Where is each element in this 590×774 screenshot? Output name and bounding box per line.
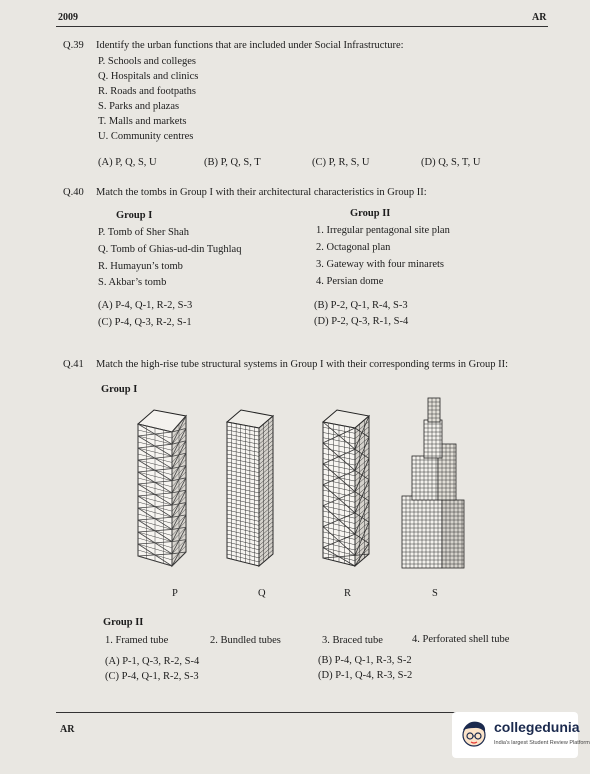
group-2-item: 2. Octagonal plan bbox=[316, 242, 391, 253]
list-item: U. Community centres bbox=[98, 131, 194, 142]
group-1-title: Group I bbox=[116, 210, 153, 221]
question-text: Match the tombs in Group I with their architectural characteristics in Group II: bbox=[96, 187, 427, 198]
student-avatar-icon bbox=[458, 718, 490, 750]
tower-p-figure bbox=[130, 406, 192, 570]
footer-paper-code: AR bbox=[60, 724, 75, 735]
brand-tagline: India's largest Student Review Platform bbox=[494, 740, 590, 746]
list-item: Q. Hospitals and clinics bbox=[98, 71, 199, 82]
option-b[interactable]: (B) P-2, Q-1, R-4, S-3 bbox=[314, 300, 408, 311]
group-2-title: Group II bbox=[350, 208, 391, 219]
option-a[interactable]: (A) P-1, Q-3, R-2, S-4 bbox=[105, 656, 200, 667]
group-2-item: 3. Braced tube bbox=[322, 635, 383, 646]
option-c[interactable]: (C) P-4, Q-1, R-2, S-3 bbox=[105, 671, 199, 682]
group-1-item: Q. Tomb of Ghias-ud-din Tughlaq bbox=[98, 244, 242, 255]
question-number: Q.40 bbox=[63, 187, 84, 198]
group-2-item: 4. Perforated shell tube bbox=[412, 634, 510, 645]
option-c[interactable]: (C) P-4, Q-3, R-2, S-1 bbox=[98, 317, 192, 328]
group-2-item: 1. Irregular pentagonal site plan bbox=[316, 225, 450, 236]
option-b[interactable]: (B) P, Q, S, T bbox=[204, 157, 261, 168]
header-paper-code: AR bbox=[532, 12, 547, 23]
group-2-item: 2. Bundled tubes bbox=[210, 635, 281, 646]
list-item: S. Parks and plazas bbox=[98, 101, 180, 112]
group-2-title: Group II bbox=[103, 617, 144, 628]
group-1-item: R. Humayun’s tomb bbox=[98, 261, 183, 272]
option-d[interactable]: (D) P-1, Q-4, R-3, S-2 bbox=[318, 670, 413, 681]
question-number: Q.41 bbox=[63, 359, 84, 370]
figure-label-p: P bbox=[172, 588, 178, 599]
option-a[interactable]: (A) P-4, Q-1, R-2, S-3 bbox=[98, 300, 193, 311]
tower-r-figure bbox=[317, 406, 373, 570]
list-item: P. Schools and colleges bbox=[98, 56, 196, 67]
header-rule bbox=[56, 26, 548, 27]
question-number: Q.39 bbox=[63, 40, 84, 51]
option-c[interactable]: (C) P, R, S, U bbox=[312, 157, 370, 168]
collegedunia-watermark bbox=[452, 712, 590, 758]
group-2-item: 1. Framed tube bbox=[105, 635, 169, 646]
question-text: Identify the urban functions that are included under Social Infrastructure: bbox=[96, 40, 404, 51]
brand-name: collegedunia bbox=[494, 719, 580, 735]
tower-s-figure bbox=[398, 396, 472, 570]
option-b[interactable]: (B) P-4, Q-1, R-3, S-2 bbox=[318, 655, 412, 666]
group-1-title: Group I bbox=[101, 384, 138, 395]
list-item: T. Malls and markets bbox=[98, 116, 187, 127]
list-item: R. Roads and footpaths bbox=[98, 86, 196, 97]
figure-label-r: R bbox=[344, 588, 352, 599]
option-a[interactable]: (A) P, Q, S, U bbox=[98, 157, 157, 168]
group-1-item: S. Akbar’s tomb bbox=[98, 277, 167, 288]
figure-label-s: S bbox=[432, 588, 438, 599]
group-2-item: 3. Gateway with four minarets bbox=[316, 259, 445, 270]
group-2-item: 4. Persian dome bbox=[316, 276, 384, 287]
option-d[interactable]: (D) Q, S, T, U bbox=[421, 157, 481, 168]
tower-q-figure bbox=[221, 406, 277, 570]
question-text: Match the high-rise tube structural systems in Group I with their corresponding terms in Group II: bbox=[96, 359, 509, 370]
figure-label-q: Q bbox=[258, 588, 266, 599]
option-d[interactable]: (D) P-2, Q-3, R-1, S-4 bbox=[314, 316, 409, 327]
group-1-item: P. Tomb of Sher Shah bbox=[98, 227, 189, 238]
header-year: 2009 bbox=[58, 12, 78, 23]
